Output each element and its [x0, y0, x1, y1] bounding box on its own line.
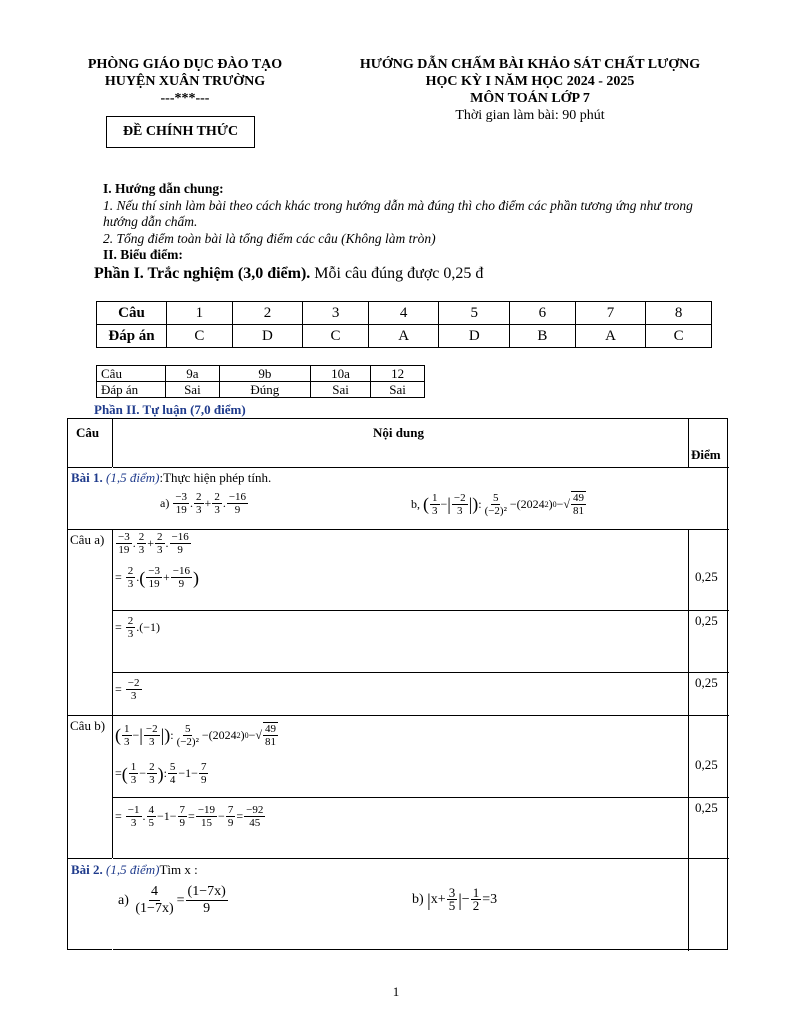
general-guidance [103, 181, 713, 264]
cau-b-label: Câu b) [70, 718, 106, 733]
column-divider [688, 419, 689, 467]
table-row [97, 366, 425, 382]
bai1-heading [71, 470, 271, 486]
department-line-2: HUYỆN XUÂN TRƯỜNG [104, 74, 266, 89]
row-divider [112, 672, 729, 673]
row-label: Đáp án [97, 325, 167, 348]
scoring-heading: II. Biểu điểm: [103, 247, 183, 262]
part1-heading [94, 265, 483, 283]
row-divider [68, 467, 729, 468]
question-cell: 4 [368, 302, 439, 325]
column-divider [688, 858, 689, 951]
col-header-question: Câu [76, 425, 100, 440]
score-cell: 0,25 [695, 757, 718, 772]
score-cell: 0,25 [695, 613, 718, 628]
question-cell: 8 [646, 302, 712, 325]
row-label: Câu [97, 366, 166, 382]
time-line: Thời gian làm bài: 90 phút [455, 108, 605, 123]
cau-a-step-2: = $\frac{2}{3}$ . ( $\frac{-3}{19}$ + $\frac{-16}{9}$ ) [115, 565, 199, 590]
department-line-1: PHÒNG GIÁO DỤC ĐÀO TẠO [87, 57, 283, 72]
part1-title: Phần I. Trắc nghiệm (3,0 điểm). [94, 265, 311, 282]
title-line-3: MÔN TOÁN LỚP 7 [470, 91, 590, 106]
answer-cell: Sai [166, 382, 220, 398]
bai1-expression-b: b, ( $\frac{1}{3}$ − | $\frac{-2}{3}$ | ) : $\frac{5}{\text{(−2)²}}$ −(2024 2 ) 0 −√ $\frac{49}{81}$ [411, 491, 585, 517]
row-divider [68, 858, 729, 859]
page-number: 1 [392, 984, 400, 999]
bai2-equation-b: b) | x+ $\frac{3}{5}$ | − $\frac{1}{2}$ =3 [412, 885, 498, 913]
department-header [60, 56, 310, 107]
row-divider [68, 529, 729, 530]
row-divider [112, 610, 729, 611]
answer-cell: Sai [371, 382, 425, 398]
row-divider [112, 797, 729, 798]
cau-a-label: Câu a) [70, 532, 105, 547]
answer-cell: A [575, 325, 646, 348]
part2-heading: Phần II. Tự luận (7,0 điểm) [94, 402, 246, 417]
row-label: Đáp án [97, 382, 166, 398]
title-line-1: HƯỚNG DẪN CHẤM BÀI KHẢO SÁT CHẤT LƯỢNG [359, 57, 701, 72]
cau-b-step-2: = ( $\frac{1}{3}$ − $\frac{2}{3}$ ) : $\frac{5}{4}$ −1− $\frac{7}{9}$ [115, 761, 207, 786]
table-row [97, 302, 712, 325]
cau-a-step-1: $\frac{-3}{19}$ . $\frac{2}{3}$ + $\frac{2}{3}$ . $\frac{-16}{9}$ [118, 531, 189, 556]
answer-cell: B [510, 325, 576, 348]
row-divider [68, 715, 729, 716]
col-header-content: Nội dung [373, 425, 424, 440]
question-cell: 9a [166, 366, 220, 382]
bai1-label: Bài 1. [71, 470, 103, 485]
title-line-2: HỌC KỲ I NĂM HỌC 2024 - 2025 [425, 74, 635, 89]
bai2-points: (1,5 điểm) [102, 862, 160, 877]
question-cell: 9b [219, 366, 310, 382]
cau-a-step-4: = $\frac{-2}{3}$ [115, 677, 140, 702]
question-cell: 3 [303, 302, 369, 325]
general-note-1: 1. Nếu thí sinh làm bài theo cách khác trong hướng dẫn mà đúng thì cho điểm các phần tương ứng như trong hướng dẫn chấm. [103, 197, 693, 229]
cau-a-step-3: = $\frac{2}{3}$ .(−1) [115, 615, 161, 640]
question-cell: 7 [575, 302, 646, 325]
bai2-equation-a: a) $\frac{4}{(1-7x)}$ = $\frac{(1-7x)}{9}$ [118, 884, 226, 916]
answer-cell: C [646, 325, 712, 348]
answer-cell: C [303, 325, 369, 348]
score-cell: 0,25 [695, 800, 718, 815]
answer-cell: A [368, 325, 439, 348]
answer-cell: Đúng [219, 382, 310, 398]
question-cell: 12 [371, 366, 425, 382]
table-row [97, 382, 425, 398]
row-label: Câu [97, 302, 167, 325]
cau-b-step-1: ( $\frac{1}{3}$ − | $\frac{-2}{3}$ | ) : $\frac{5}{\text{(−2)²}}$ −(2024 2 ) 0 −√ $\frac{49}{81}$ [115, 722, 277, 748]
bai2-heading [71, 862, 198, 878]
answer-table-2 [96, 365, 425, 398]
bai1-points: (1,5 điểm) [102, 470, 160, 485]
document-title [330, 56, 730, 124]
question-cell: 10a [310, 366, 370, 382]
question-cell: 1 [167, 302, 233, 325]
general-note-2: 2. Tổng điểm toàn bài là tổng điểm các câu (Không làm tròn) [103, 230, 436, 246]
part1-note: Mỗi câu đúng được 0,25 đ [310, 265, 484, 282]
answer-table-1 [96, 301, 712, 348]
bai1-task: :Thực hiện phép tính. [159, 470, 272, 485]
table-row [97, 325, 712, 348]
official-exam-label: ĐỀ CHÍNH THỨC [106, 116, 255, 148]
answer-cell: D [439, 325, 510, 348]
answer-cell: D [232, 325, 303, 348]
bai1-expression-a: a) $\frac{-3}{19}$ . $\frac{2}{3}$ + $\frac{2}{3}$ . $\frac{-16}{9}$ [160, 491, 247, 516]
cau-b-step-3: = $\frac{-1}{3}$ . $\frac{4}{5}$ −1− $\frac{7}{9}$ = $\frac{-19}{15}$ − $\frac{7}{9}$ = $\frac{-92}{45}$ [115, 804, 264, 829]
department-line-3: ---***--- [160, 91, 210, 106]
bai2-task: Tìm x : [159, 862, 198, 877]
question-cell: 6 [510, 302, 576, 325]
bai2-label: Bài 2. [71, 862, 103, 877]
question-cell: 5 [439, 302, 510, 325]
answer-cell: C [167, 325, 233, 348]
general-heading: I. Hướng dẫn chung: [103, 181, 224, 196]
score-cell: 0,25 [695, 569, 718, 584]
col-header-score: Điểm [691, 447, 721, 462]
answer-cell: Sai [310, 382, 370, 398]
essay-scoring-table [67, 418, 728, 950]
score-cell: 0,25 [695, 675, 718, 690]
question-cell: 2 [232, 302, 303, 325]
